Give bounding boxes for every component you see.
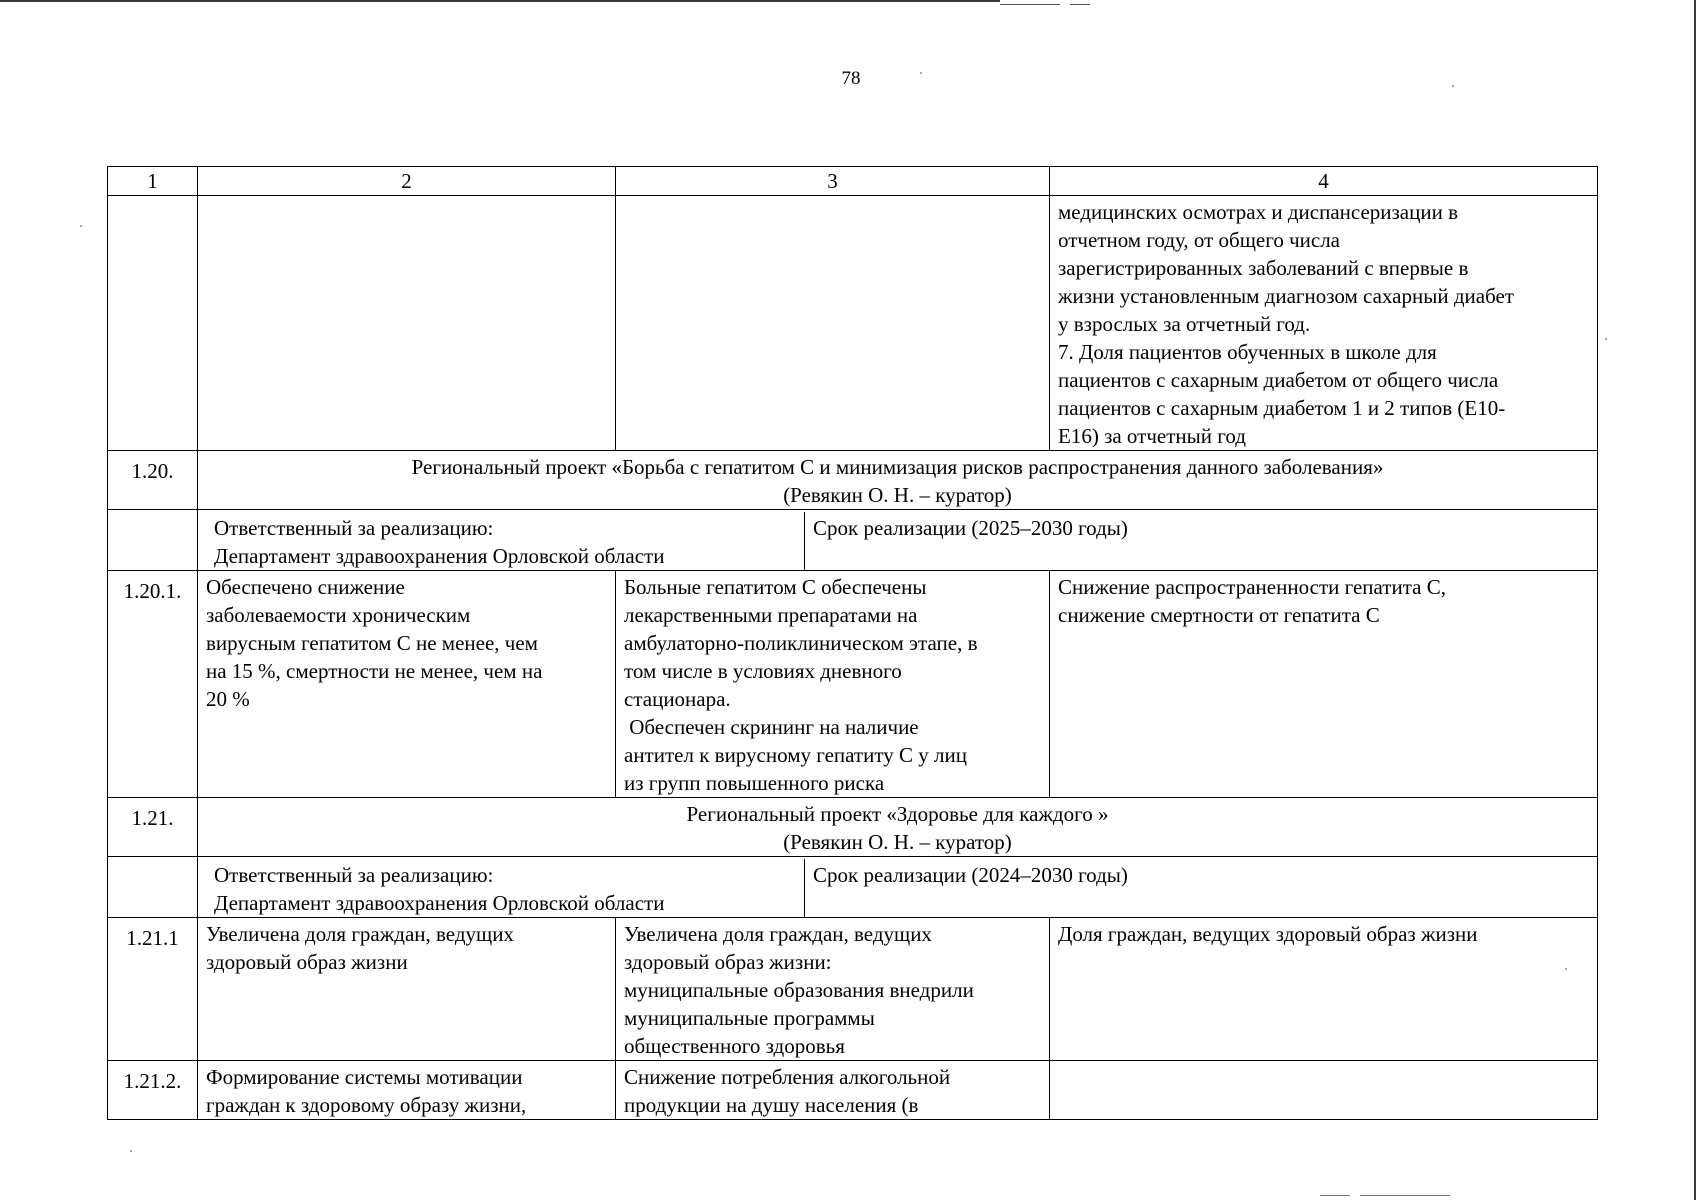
cell-text-line: на 15 %, смертности не менее, чем на xyxy=(206,659,543,683)
responsible-block xyxy=(206,859,805,917)
row-number-cell xyxy=(108,857,198,918)
project-header-row xyxy=(108,451,1598,510)
row-number-cell xyxy=(108,196,198,451)
column-header: 4 xyxy=(1050,167,1598,196)
project-title: Региональный проект «Здоровье для каждого » xyxy=(686,802,1109,826)
cell-text-line: медицинских осмотрах и диспансеризации в xyxy=(1058,200,1459,224)
table-row xyxy=(108,918,1598,1061)
measures-table xyxy=(107,166,1598,1120)
scan-edge-dash xyxy=(1360,1195,1450,1196)
cell-text-line: пациентов с сахарным диабетом от общего числа xyxy=(1058,368,1499,392)
cell-text-line: пациентов с сахарным диабетом 1 и 2 типов (E10- xyxy=(1058,396,1506,420)
term-text: Срок реализации (2024–2030 годы) xyxy=(813,863,1128,887)
result-cell xyxy=(616,1061,1050,1120)
responsible-label: Ответственный за реализацию: xyxy=(214,516,494,540)
responsible-label: Ответственный за реализацию: xyxy=(214,863,494,887)
responsible-block xyxy=(206,512,805,570)
term-text: Срок реализации (2025–2030 годы) xyxy=(813,516,1128,540)
result-cell xyxy=(616,571,1050,798)
column-header: 2 xyxy=(198,167,616,196)
cell-text-line: жизни установленным диагнозом сахарный диабет xyxy=(1058,284,1514,308)
row-number-cell: 1.20.1. xyxy=(108,571,198,798)
scan-edge-dash xyxy=(1070,4,1090,5)
cell-text-line: Снижение распространенности гепатита С, xyxy=(1058,575,1446,599)
scan-edge-dash xyxy=(1000,4,1060,5)
project-header-row xyxy=(108,798,1598,857)
indicator-cell xyxy=(1050,918,1598,1061)
cell-text-line: 20 % xyxy=(206,687,250,711)
cell-text-line: том числе в условиях дневного xyxy=(624,659,902,683)
column-header: 1 xyxy=(108,167,198,196)
indicator-cell xyxy=(1050,196,1598,451)
cell-text-line: Больные гепатитом С обеспечены xyxy=(624,575,927,599)
responsible-value: Департамент здравоохранения Орловской области xyxy=(214,544,665,568)
row-number-cell: 1.21.1 xyxy=(108,918,198,1061)
measure-cell xyxy=(198,571,616,798)
scan-speck xyxy=(130,1150,132,1152)
row-number-cell: 1.21. xyxy=(108,798,198,857)
table-row xyxy=(108,196,1598,451)
cell-text-line: Доля граждан, ведущих здоровый образ жизни xyxy=(1058,922,1478,946)
project-meta-cell xyxy=(198,510,1598,571)
project-curator: (Ревякин О. Н. – куратор) xyxy=(783,830,1012,854)
cell-text-line: у взрослых за отчетный год. xyxy=(1058,312,1311,336)
cell-text-line: зарегистрированных заболеваний с впервые в xyxy=(1058,256,1469,280)
result-cell xyxy=(616,196,1050,451)
measure-cell xyxy=(198,1061,616,1120)
project-meta-row xyxy=(108,510,1598,571)
measure-cell xyxy=(198,196,616,451)
table-row xyxy=(108,571,1598,798)
cell-text-line: общественного здоровья xyxy=(624,1034,845,1058)
cell-text-line: заболеваемости хроническим xyxy=(206,603,471,627)
column-header: 3 xyxy=(616,167,1050,196)
row-number-cell: 1.20. xyxy=(108,451,198,510)
row-number-cell: 1.21.2. xyxy=(108,1061,198,1120)
indicator-cell xyxy=(1050,1061,1598,1120)
cell-text-line: стационара. xyxy=(624,687,731,711)
cell-text-line: отчетном году, от общего числа xyxy=(1058,228,1340,252)
cell-text-line: продукции на душу населения (в xyxy=(624,1093,919,1117)
project-title: Региональный проект «Борьба с гепатитом С и минимизация рисков распространения данного заболевания» xyxy=(411,455,1384,479)
cell-text-line: лекарственными препаратами на xyxy=(624,603,918,627)
cell-text-line: Обеспечено снижение xyxy=(206,575,405,599)
scan-speck xyxy=(1605,338,1607,340)
project-title-cell xyxy=(198,451,1598,510)
result-cell xyxy=(616,918,1050,1061)
term-block xyxy=(805,512,1589,570)
cell-text-line: вирусным гепатитом С не менее, чем xyxy=(206,631,538,655)
cell-text-line: здоровый образ жизни: xyxy=(624,950,832,974)
cell-text-line: 7. Доля пациентов обученных в школе для xyxy=(1058,340,1437,364)
cell-text-line: Снижение потребления алкогольной xyxy=(624,1065,951,1089)
cell-text-line: граждан к здоровому образу жизни, xyxy=(206,1093,527,1117)
responsible-value: Департамент здравоохранения Орловской области xyxy=(214,891,665,915)
cell-text-line: Увеличена доля граждан, ведущих xyxy=(624,922,932,946)
cell-text-line: E16) за отчетный год xyxy=(1058,424,1246,448)
measure-cell xyxy=(198,918,616,1061)
cell-text-line: снижение смертности от гепатита С xyxy=(1058,603,1380,627)
cell-text-line: Обеспечен скрининг на наличие xyxy=(624,715,919,739)
scan-speck xyxy=(80,225,82,227)
project-meta-row xyxy=(108,857,1598,918)
term-block xyxy=(805,859,1589,917)
scan-edge-right xyxy=(1694,0,1696,1200)
cell-text-line: Увеличена доля граждан, ведущих xyxy=(206,922,514,946)
project-curator: (Ревякин О. Н. – куратор) xyxy=(783,483,1012,507)
cell-text-line: муниципальные образования внедрили xyxy=(624,978,974,1002)
row-number-cell xyxy=(108,510,198,571)
project-meta-cell xyxy=(198,857,1598,918)
scan-edge-dash xyxy=(1320,1195,1350,1196)
cell-text-line: Формирование системы мотивации xyxy=(206,1065,523,1089)
page-number: 78 xyxy=(841,68,861,89)
indicator-cell xyxy=(1050,571,1598,798)
cell-text-line: антител к вирусному гепатиту С у лиц xyxy=(624,743,967,767)
table-row xyxy=(108,1061,1598,1120)
cell-text-line: муниципальные программы xyxy=(624,1006,875,1030)
scan-edge-top xyxy=(0,0,1000,2)
cell-text-line: амбулаторно-поликлиническом этапе, в xyxy=(624,631,978,655)
cell-text-line: из групп повышенного риска xyxy=(624,771,885,795)
project-title-cell xyxy=(198,798,1598,857)
cell-text-line: здоровый образ жизни xyxy=(206,950,408,974)
table-header-row xyxy=(108,167,1598,196)
